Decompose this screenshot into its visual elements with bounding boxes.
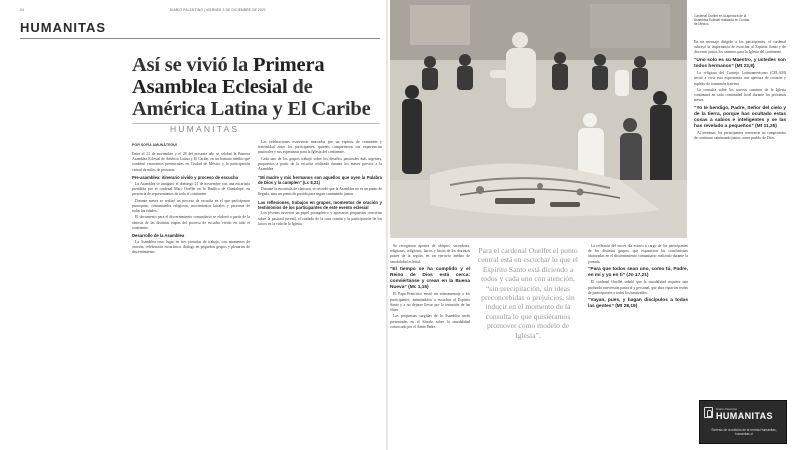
paragraph: El documento para el discernimiento comunitario se elaboró a partir de la síntesis de las distintas etapas del proceso de escucha vivido en todo el continente.: [132, 215, 250, 230]
page-gutter: [386, 0, 388, 450]
section-divider: [20, 38, 380, 39]
pull-quote: “Vayan, pues, y hagan discípulos a todas las gentes” (Mt 28,19): [588, 298, 688, 310]
paragraph: La Asamblea tuvo lugar en tres jornadas de trabajo, con momentos de oración, celebración eucarística, diálogo en pequeños grupos y plenarios de discernimiento.: [132, 239, 250, 255]
paragraph: El Papa Francisco envió un videomensaje a los participantes, animándolos a escuchar al Espíritu Santo y a no dejarse llevar por la tentación de las élites.: [390, 292, 470, 312]
pull-quote: “Yo te bendigo, Padre, Señor del cielo y de la tierra, porque has ocultado estas cosas a sabios e inteligentes y se las has revelado a pequeños” (Mt 11,25): [694, 106, 786, 130]
assembly-photo-illustration: [390, 0, 687, 238]
left-page: [20, 0, 385, 450]
assembly-photo: [390, 0, 687, 238]
paragraph: Se recogieron aportes de obispos, sacerdotes, religiosas, religiosos, laicos y laicas de los distintos países de la región, en un ejercicio inédito de sinodalidad eclesial.: [390, 244, 470, 264]
article-column-2: [258, 140, 382, 447]
paragraph: Durante la eucaristía de clausura, se recordó que la Asamblea no es un punto de llegada, sino un punto de partida para seguir caminando juntos.: [258, 186, 382, 196]
headline-part1: Así se vivió la: [132, 54, 253, 76]
paragraph: La religiosa del Consejo Latinoamericano (CELAM) invitó a vivir esta experiencia con apertura de corazón y espíritu de comunión fraterna.: [694, 71, 786, 86]
subheading: Desarrollo de la Asamblea: [132, 233, 185, 239]
subheading: Las reflexiones, trabajos en grupos, momentos de oración y testimonios de los participantes de este evento eclesial: [258, 199, 382, 211]
folio-edition-left: DIARIO PALENTINO | VIERNES 3 DE DICIEMBRE DE 2021: [170, 8, 266, 12]
photo-caption: Cardenal Ouellet en la apertura de la Asamblea Eclesial realizada en Ciudad de México.: [694, 14, 750, 27]
paragraph: El cardenal Ouellet señaló que la sinodalidad requiere una profunda conversión pastoral y personal, que abra espacios reales de participación a todos los bautizados.: [588, 280, 688, 295]
promo-kicker: Diario Palentino: [716, 407, 738, 411]
subheading: Pre-asamblea: itinerario vivido y proceso de escucha: [132, 175, 238, 181]
article-column-4: [588, 244, 688, 447]
page-number: 24: [20, 8, 24, 12]
paragraph: Cada uno de los grupos trabajó sobre los desafíos pastorales más urgentes, propuestos a partir de la escucha realizada durante los meses previos a la Asamblea.: [258, 156, 382, 172]
paragraph: La reflexión del tercer día estuvo a cargo de los participantes de los distintos grupos, que expusieron las conclusiones alcanzadas en el discernimiento comunitario realizado durante la jornada.: [588, 244, 688, 264]
humanitas-promo-box: [699, 400, 787, 444]
byline: POR SOFÍA AMUNÁTEGUI: [132, 143, 177, 147]
article-column-3: [390, 244, 470, 447]
pull-quote: “Mi madre y mis hermanos son aquellos que oyen la Palabra de Dios y la cumplen” (Lc 8,21): [258, 174, 382, 186]
promo-wordmark: HUMANITAS: [716, 411, 773, 421]
article-headline: [132, 54, 382, 120]
article-column-1: [132, 152, 250, 447]
lead-paragraph: Entre el 21 de noviembre y el 28 del presente año se celebró la Primera Asamblea Eclesial de América Latina y El Caribe, en un formato inédito que combinó encuentros presenciales en Ciudad de México y la participación virtual de miles de personas.: [132, 152, 250, 172]
side-column: [694, 0, 790, 450]
pull-quote: “Para que todos sean uno, como tú, Padre, en mí y yo en ti” (Jn 17,21): [588, 267, 688, 279]
paragraph: La Asamblea se inauguró el domingo 21 de noviembre con una eucaristía presidida por el cardenal Marc Ouellet en la Basílica de Guadalupe, en presencia de representantes de todo el continente.: [132, 181, 250, 197]
humanitas-badge-icon: [704, 407, 713, 418]
paragraph: Al terminar, los participantes renovaron su compromiso de continuar caminando juntos como pueblo de Dios.: [694, 131, 786, 141]
headline-part2: de América Latina y El Caribe: [132, 76, 371, 120]
paragraph: Durante meses se realizó un proceso de escucha en el que participaron parroquias, comunidades religiosas, movimientos laicales y personas de todas las edades.: [132, 198, 250, 213]
paragraph: Los jóvenes tuvieron un papel protagónico y aportaron propuestas concretas sobre la pastoral juvenil, el cuidado de la casa común y la participación de los laicos en la vida de la Iglesia.: [258, 211, 382, 226]
folio-left: [20, 8, 24, 12]
magazine-wordmark: HUMANITAS: [170, 124, 240, 134]
right-page: [390, 0, 790, 450]
paragraph: Las celebraciones estuvieron marcadas por un espíritu de comunión y fraternidad entre los participantes, quienes compartieron sus experiencias pastorales y sus esperanzas para la Iglesia del continente.: [258, 140, 382, 155]
headline-bold: Primera Asamblea Eclesial: [132, 54, 325, 98]
section-title: HUMANITAS: [20, 20, 107, 35]
center-pull-quote: Para el cardenal Ouellet el punto central está en escuchar lo que el Espíritu Santo está diciendo a todos y cada uno con atención, “sin precipitación, sin ideas preconcebidas o prejuicios, sin inducir en el momento de la consulta lo que quisiéramos promover como modelo de Iglesia”.: [478, 246, 578, 340]
side-column-text: [694, 40, 786, 395]
paragraph: En un mensaje dirigido a los participantes, el cardenal subrayó la importancia de escuchar al Espíritu Santo y de discernir juntos los caminos para la Iglesia del continente.: [694, 40, 786, 55]
paragraph: Las propuestas surgidas de la Asamblea serán presentadas en el Sínodo sobre la sinodalidad convocado por el Santo Padre.: [390, 314, 470, 329]
paragraph: La consulta sobre los nuevos caminos de la Iglesia continuará en cada comunidad local durante los próximos meses.: [694, 87, 786, 103]
pull-quote: “El tiempo se ha cumplido y el Reino de Dios está cerca: conviértanse y crean en la Buena Nueva” (Mc 1,15): [390, 267, 470, 291]
promo-footer-text: Síntesis de la edición de la revista Humanitas, humanitas.cl: [711, 428, 777, 437]
pull-quote: “Uno solo es su Maestro, y ustedes son todos hermanos” (Mt 23,8): [694, 58, 786, 70]
